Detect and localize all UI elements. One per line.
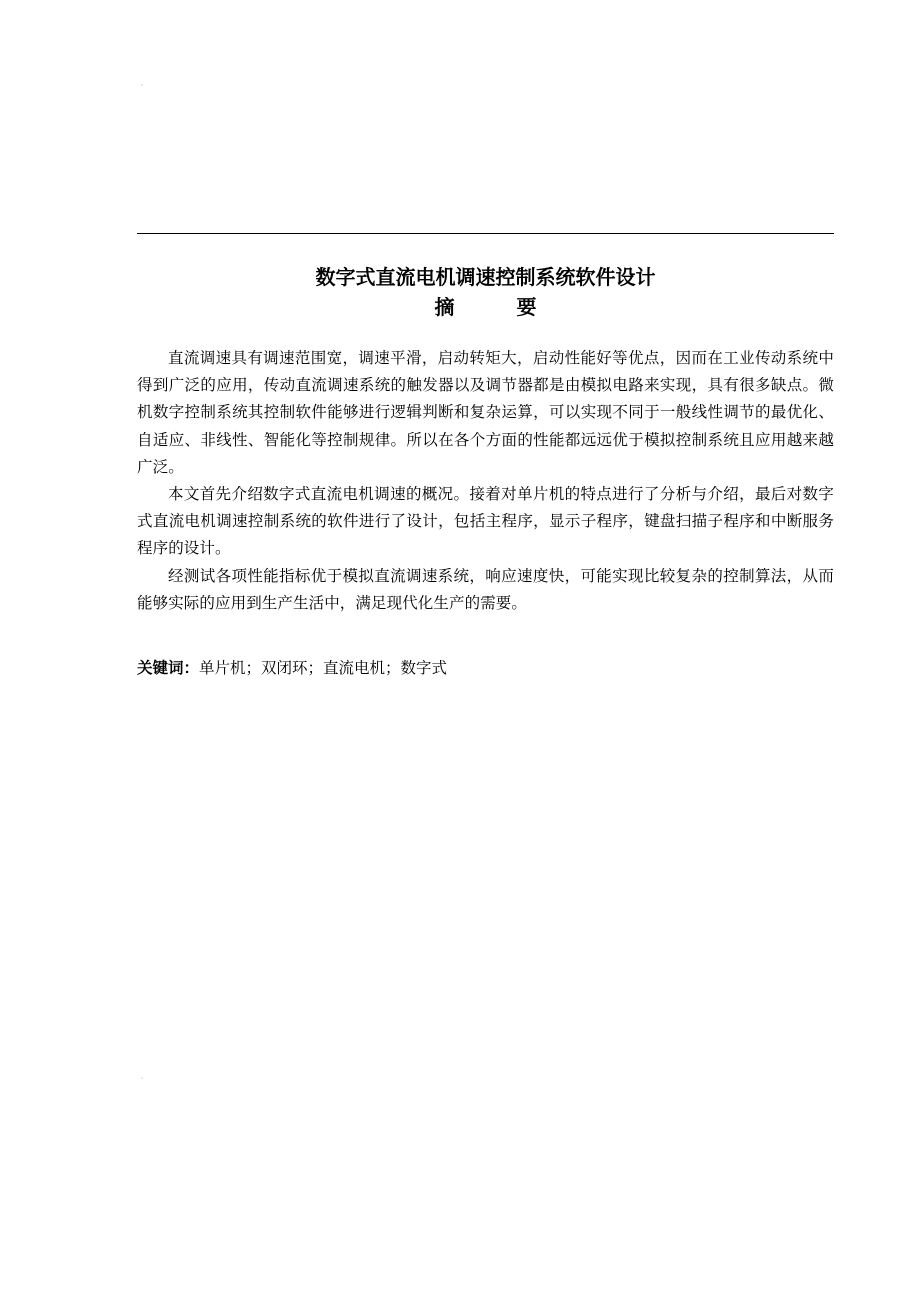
abstract-heading-char-2: 要 bbox=[516, 295, 537, 319]
keywords-text: 单片机；双闭环；直流电机；数字式 bbox=[199, 659, 448, 677]
keywords-label: 关键词： bbox=[137, 659, 200, 677]
abstract-paragraph-3: 经测试各项性能指标优于模拟直流调速系统，响应速度快，可能实现比较复杂的控制算法，从而能够实际的应用到生产生活中，满足现代化生产的需要。 bbox=[137, 566, 834, 612]
abstract-heading bbox=[137, 292, 834, 322]
abstract-paragraph-1: 直流调速具有调速范围宽，调速平滑，启动转矩大，启动性能好等优点，因而在工业传动系统中得到广泛的应用，传动直流调速系统的触发器以及调节器都是由模拟电路来实现，具有很多缺点。微机数字控制系统其控制软件能够进行逻辑判断和复杂运算，可以实现不同于一般线性调节的最优化、自适应、非线性、智能化等控制规律。所以在各个方面的性能都远远优于模拟控制系统且应用越来越广泛。 bbox=[137, 349, 834, 476]
abstract-paragraph-2: 本文首先介绍数字式直流电机调速的概况。接着对单片机的特点进行了分析与介绍，最后对数字式直流电机调速控制系统的软件进行了设计，包括主程序，显示子程序，键盘扫描子程序和中断服务程序的设计。 bbox=[137, 485, 834, 558]
document-title: 数字式直流电机调速控制系统软件设计 bbox=[315, 265, 656, 289]
abstract-heading-char-1: 摘 bbox=[434, 295, 455, 319]
keywords-line bbox=[137, 655, 834, 682]
scan-speck bbox=[141, 84, 143, 86]
scan-speck bbox=[141, 1077, 143, 1079]
header-rule bbox=[137, 233, 834, 234]
abstract-body bbox=[137, 345, 834, 617]
